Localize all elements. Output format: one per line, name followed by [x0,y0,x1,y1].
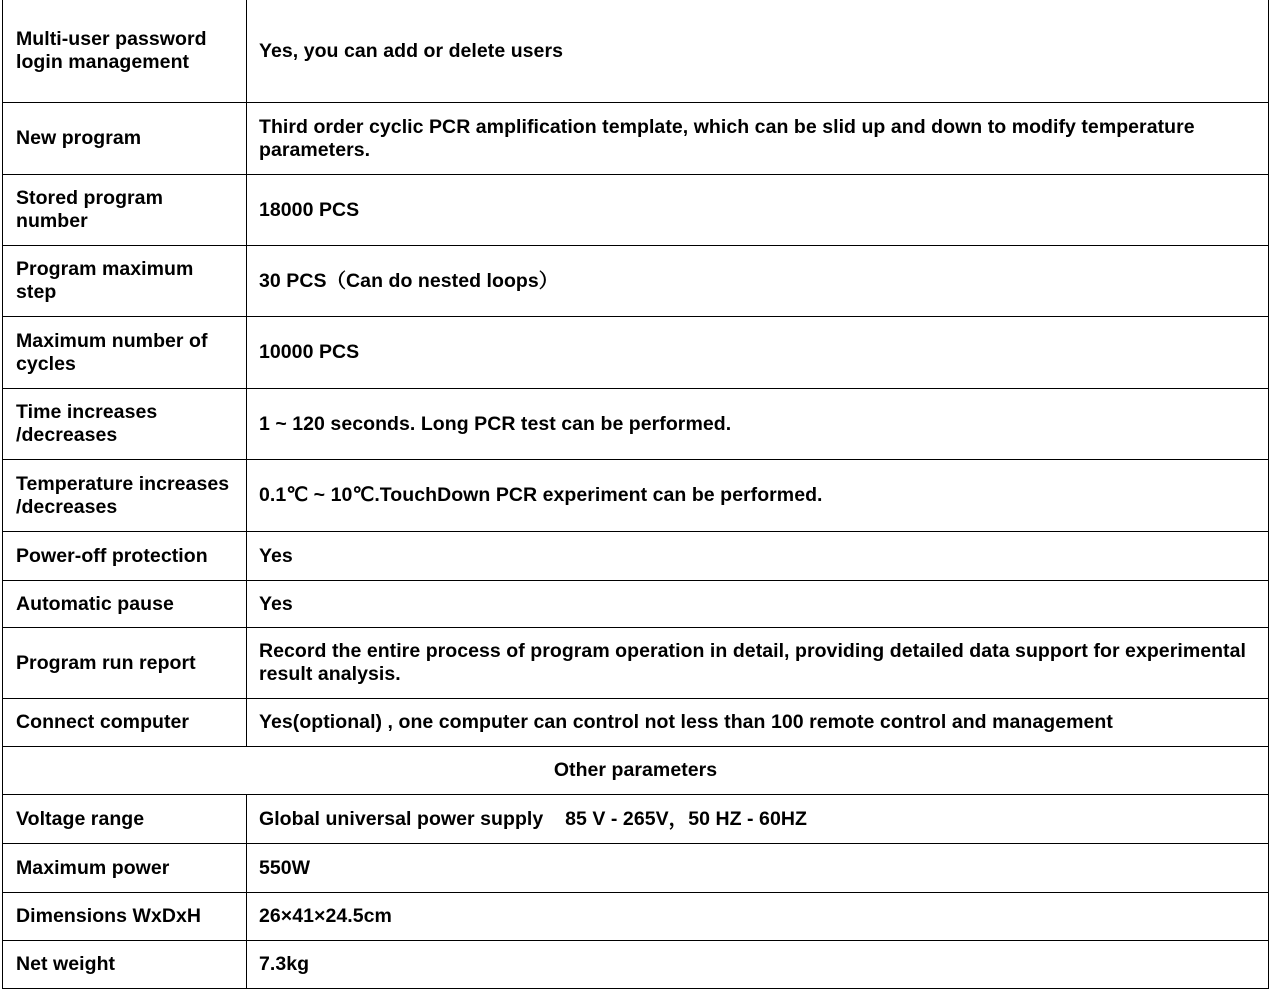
row-label: Stored program number [3,175,247,246]
row-label: Dimensions WxDxH [3,893,247,941]
row-label: Program maximum step [3,246,247,317]
row-value: 1 ~ 120 seconds. Long PCR test can be performed. [247,389,1269,460]
row-value: Global universal power supply 85 V - 265V，50 HZ - 60HZ [247,795,1269,844]
row-label: Automatic pause [3,581,247,628]
section-header-row [3,747,1269,795]
table-row-power-off-protection [3,532,1269,581]
table-row-net-weight [3,941,1269,989]
table-row-automatic-pause [3,581,1269,628]
table-row-multi-user-login [3,0,1269,103]
table-row-dimensions [3,893,1269,941]
table-row-program-run-report [3,628,1269,699]
row-label: Power-off protection [3,532,247,581]
section-header-other-parameters: Other parameters [3,747,1269,795]
table-row-stored-program-number [3,175,1269,246]
row-value: Record the entire process of program operation in detail, providing detailed data support for experimental result analysis. [247,628,1269,699]
row-label: Voltage range [3,795,247,844]
table-row-maximum-cycles [3,317,1269,389]
row-value: 10000 PCS [247,317,1269,389]
row-label: Net weight [3,941,247,989]
row-value: Yes(optional) , one computer can control not less than 100 remote control and management [247,699,1269,747]
row-label: Multi-user password login management [3,0,247,103]
table-row-program-maximum-step [3,246,1269,317]
row-label: Maximum power [3,844,247,893]
table-row-new-program [3,103,1269,175]
row-value: Yes [247,581,1269,628]
table-row-connect-computer [3,699,1269,747]
row-label: Time increases /decreases [3,389,247,460]
table-row-time-increment [3,389,1269,460]
row-value: Yes [247,532,1269,581]
row-label: Maximum number of cycles [3,317,247,389]
row-value: 30 PCS（Can do nested loops） [247,246,1269,317]
row-label: Connect computer [3,699,247,747]
row-label: Program run report [3,628,247,699]
row-value: 550W [247,844,1269,893]
table-row-voltage-range [3,795,1269,844]
row-label: New program [3,103,247,175]
row-value: 0.1℃ ~ 10℃.TouchDown PCR experiment can be performed. [247,460,1269,532]
row-value: Yes, you can add or delete users [247,0,1269,103]
row-value: Third order cyclic PCR amplification template, which can be slid up and down to modify temperature parameters. [247,103,1269,175]
table-row-maximum-power [3,844,1269,893]
row-label: Temperature increases /decreases [3,460,247,532]
row-value: 7.3kg [247,941,1269,989]
specifications-table [2,0,1269,989]
row-value: 26×41×24.5cm [247,893,1269,941]
row-value: 18000 PCS [247,175,1269,246]
table-row-temperature-increment [3,460,1269,532]
